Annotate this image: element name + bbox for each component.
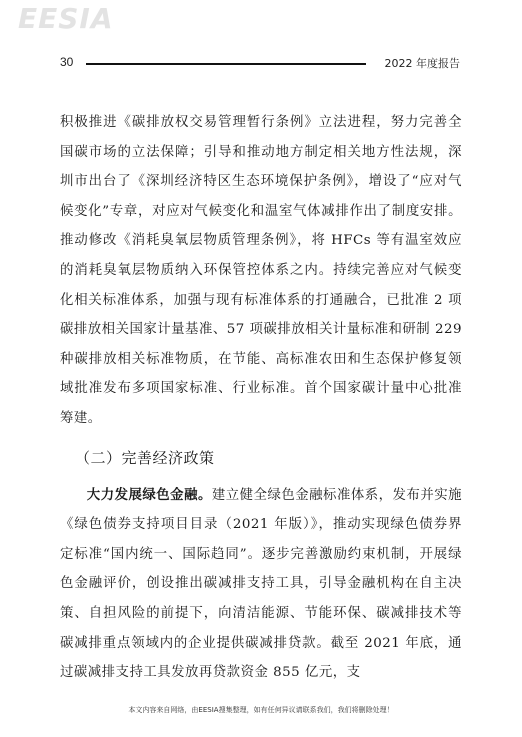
- paragraph-legislation: 积极推进《碳排放权交易管理暂行条例》立法进程，努力完善全国碳市场的立法保障；引导和推动地方制定相关地方性法规，深圳市出台了《深圳经济特区生态环境保护条例》，增设了“应对气候变化”专章，对应对气候变化和温室气体减排作出了制度安排。推动修改《消耗臭氧层物质管理条例》，将 HFCs 等有温室效应的消耗臭氧层物质纳入环保管控体系之内。持续完善应对气候变化相关标准体系，加强与现有标准体系的打通融合，已批准 2 项碳排放相关国家计量基准、57 项碳排放相关计量标准和研制 229 种碳排放相关标准物质，在节能、高标准农田和生态保护修复领域批准发布多项国家标准、行业标准。首个国家碳计量中心批准筹建。: [60, 115, 462, 426]
- paragraph-green-finance: [60, 481, 462, 688]
- eesia-logo: EESIA: [18, 2, 114, 35]
- footer-notice: 本文内容来自网络，由EESIA搜集整理，如有任何异议请联系我们，我们将删除处理！: [128, 706, 394, 714]
- page-number: 30: [60, 55, 74, 69]
- section-heading: （二）完善经济政策: [75, 448, 215, 467]
- header-divider: [86, 63, 366, 65]
- report-title: 2022 年度报告: [384, 57, 460, 70]
- paragraph-text: 建立健全绿色金融标准体系，发布并实施《绿色债券支持项目目录（2021 年版）》，推动实现绿色债券界定标准“国内统一、国际趋同”。逐步完善激励约束机制，开展绿色金融评价，创设推出碳减排支持工具，引导金融机构在自主决策、自担风险的前提下，向清洁能源、节能环保、碳减排技术等碳减排重点领域内的企业提供碳减排贷款。截至 2021 年底，通过碳减排支持工具发放再贷款资金 855 亿元，支: [60, 487, 463, 681]
- paragraph-lead-title: 大力发展绿色金融。: [86, 487, 212, 503]
- document-body: [60, 108, 462, 688]
